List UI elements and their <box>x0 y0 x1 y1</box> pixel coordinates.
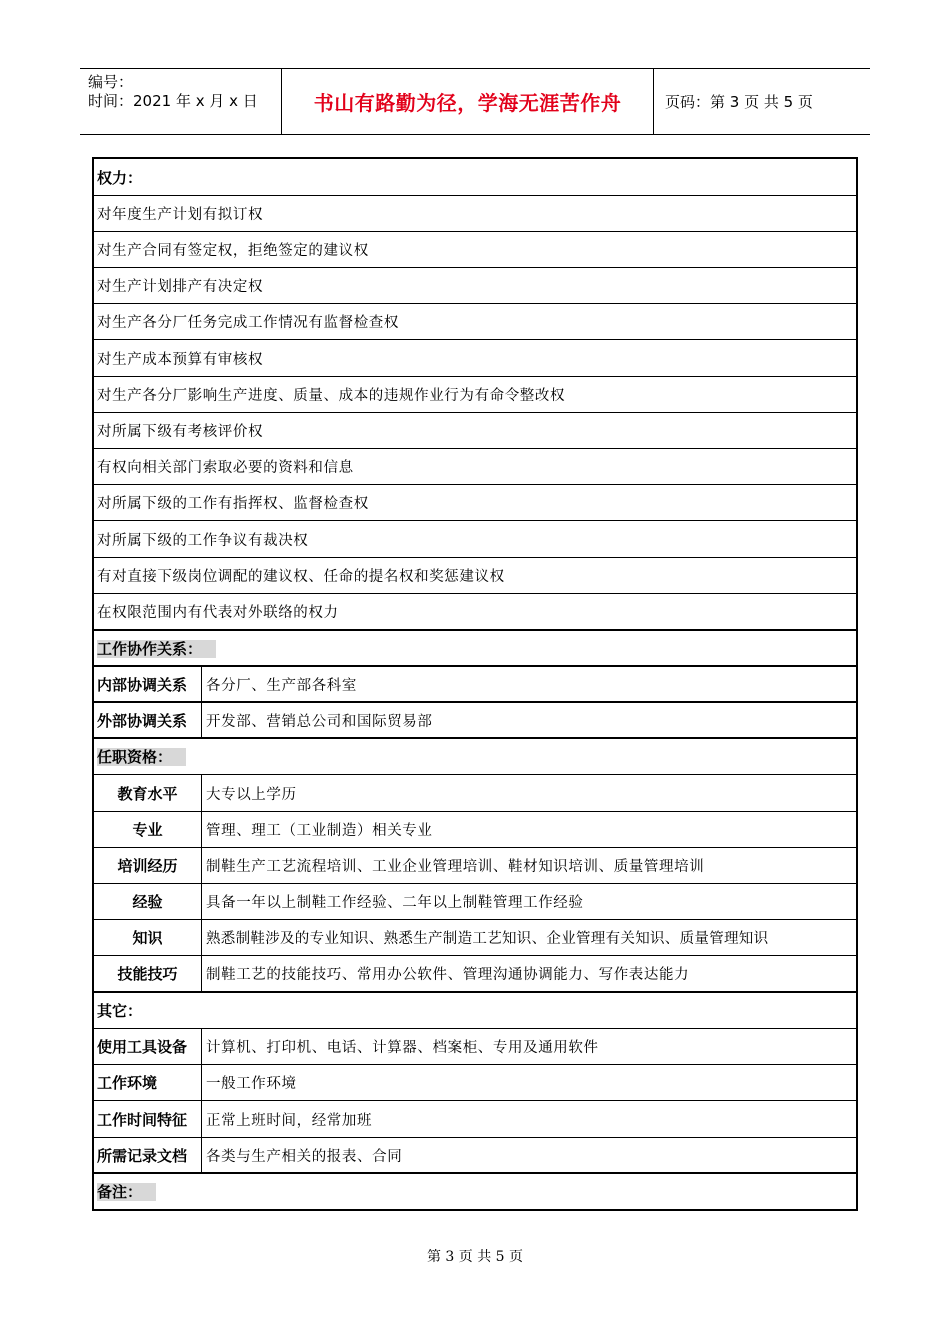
authority-item: 对所属下级有考核评价权 <box>94 413 856 449</box>
header-meta <box>80 69 282 134</box>
row-label: 外部协调关系 <box>94 703 202 737</box>
row-label: 专业 <box>94 812 202 847</box>
row-label: 知识 <box>94 920 202 955</box>
cooperation-row <box>94 703 856 739</box>
row-label: 使用工具设备 <box>94 1029 202 1064</box>
authority-item: 对生产合同有签定权，拒绝签定的建议权 <box>94 232 856 268</box>
authority-item: 有权向相关部门索取必要的资料和信息 <box>94 449 856 485</box>
row-value: 各类与生产相关的报表、合同 <box>206 1148 403 1165</box>
authority-item: 对生产各分厂影响生产进度、质量、成本的违规作业行为有命令整改权 <box>94 377 856 413</box>
row-label: 工作环境 <box>94 1065 202 1100</box>
header-motto: 书山有路勤为径，学海无涯苦作舟 <box>282 69 654 134</box>
row-label: 工作时间特征 <box>94 1101 202 1137</box>
section-authority-title: 权力： <box>94 159 856 196</box>
other-row <box>94 1101 856 1138</box>
other-row <box>94 1065 856 1101</box>
row-label: 培训经历 <box>94 848 202 883</box>
doc-number-label: 编号： <box>88 73 134 91</box>
section-cooperation-title: 工作协作关系： <box>94 631 856 667</box>
row-label: 教育水平 <box>94 775 202 811</box>
qualification-row <box>94 956 856 993</box>
authority-item: 对生产各分厂任务完成工作情况有监督检查权 <box>94 304 856 340</box>
header-page-info: 页码：第 3 页 共 5 页 <box>665 93 813 111</box>
job-spec-table <box>92 157 858 1211</box>
row-value: 正常上班时间，经常加班 <box>206 1112 373 1129</box>
document-header <box>80 68 870 135</box>
authority-item: 对所属下级的工作有指挥权、监督检查权 <box>94 485 856 521</box>
row-value: 熟悉制鞋涉及的专业知识、熟悉生产制造工艺知识、企业管理有关知识、质量管理知识 <box>206 931 769 947</box>
authority-item: 对所属下级的工作争议有裁决权 <box>94 521 856 558</box>
authority-item: 对生产成本预算有审核权 <box>94 340 856 377</box>
qualification-row <box>94 884 856 920</box>
row-value: 管理、理工（工业制造）相关专业 <box>206 823 433 839</box>
section-qualification-title: 任职资格： <box>94 739 856 775</box>
other-row <box>94 1029 856 1065</box>
row-value: 一般工作环境 <box>206 1076 297 1092</box>
other-row <box>94 1138 856 1174</box>
qualification-row <box>94 775 856 812</box>
section-remarks-title: 备注： <box>94 1174 856 1209</box>
row-value: 大专以上学历 <box>206 786 297 803</box>
cooperation-row <box>94 667 856 703</box>
qualification-row <box>94 848 856 884</box>
row-label: 所需记录文档 <box>94 1138 202 1172</box>
row-label: 经验 <box>94 884 202 919</box>
page-footer: 第 3 页 共 5 页 <box>426 1249 524 1265</box>
row-value: 各分厂、生产部各科室 <box>206 677 357 694</box>
authority-item: 对年度生产计划有拟订权 <box>94 196 856 232</box>
qualification-row <box>94 920 856 956</box>
qualification-row <box>94 812 856 848</box>
authority-item: 对生产计划排产有决定权 <box>94 268 856 304</box>
authority-item: 有对直接下级岗位调配的建议权、任命的提名权和奖惩建议权 <box>94 558 856 594</box>
row-value: 具备一年以上制鞋工作经验、二年以上制鞋管理工作经验 <box>206 895 584 911</box>
doc-date: 时间：2021 年 x 月 x 日 <box>88 92 258 110</box>
row-value: 制鞋生产工艺流程培训、工业企业管理培训、鞋材知识培训、质量管理培训 <box>206 859 705 875</box>
section-other-title: 其它： <box>94 993 856 1029</box>
row-value: 计算机、打印机、电话、计算器、档案柜、专用及通用软件 <box>206 1040 599 1056</box>
row-label: 技能技巧 <box>94 956 202 991</box>
authority-item: 在权限范围内有代表对外联络的权力 <box>94 594 856 631</box>
row-label: 内部协调关系 <box>94 667 202 701</box>
row-value: 制鞋工艺的技能技巧、常用办公软件、管理沟通协调能力、写作表达能力 <box>206 967 690 983</box>
row-value: 开发部、营销总公司和国际贸易部 <box>206 713 433 730</box>
